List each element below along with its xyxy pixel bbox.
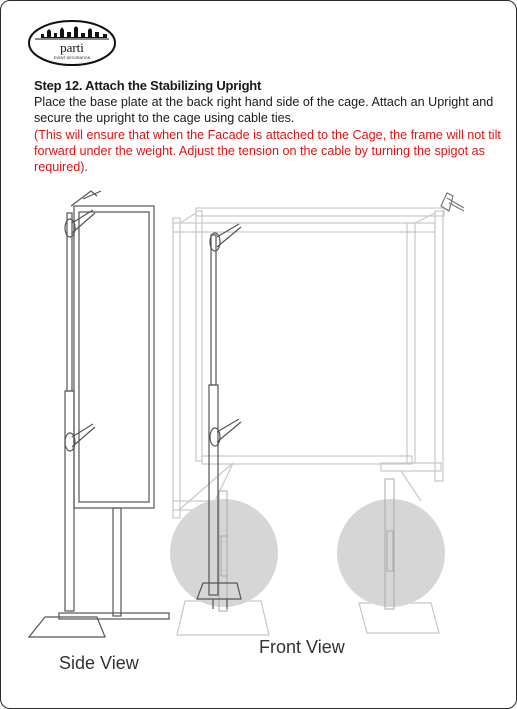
assembly-illustration (1, 181, 517, 709)
step-instructions: Place the base plate at the back right hand side of the cage. Attach an Upright and secure the upright to the cage using cable ties. (34, 95, 494, 125)
front-view-caption: Front View (259, 637, 345, 657)
parti-logo (27, 19, 117, 67)
highlight-circle-left (170, 499, 278, 607)
step-note: (This will ensure that when the Facade is attached to the Cage, the frame will not tilt forward under the weight. Adjust the tension on the cable by turning the spigot as required). (34, 128, 501, 174)
step-title: Step 12. Attach the Stabilizing Upright (34, 78, 262, 93)
logo-tagline: EVENT DECORATION (53, 56, 91, 60)
highlight-circle-right (337, 499, 445, 607)
side-view-drawing (29, 191, 169, 637)
side-view-caption: Side View (59, 653, 139, 673)
logo-wordmark: parti (60, 40, 84, 55)
logo-graphic (27, 19, 117, 67)
